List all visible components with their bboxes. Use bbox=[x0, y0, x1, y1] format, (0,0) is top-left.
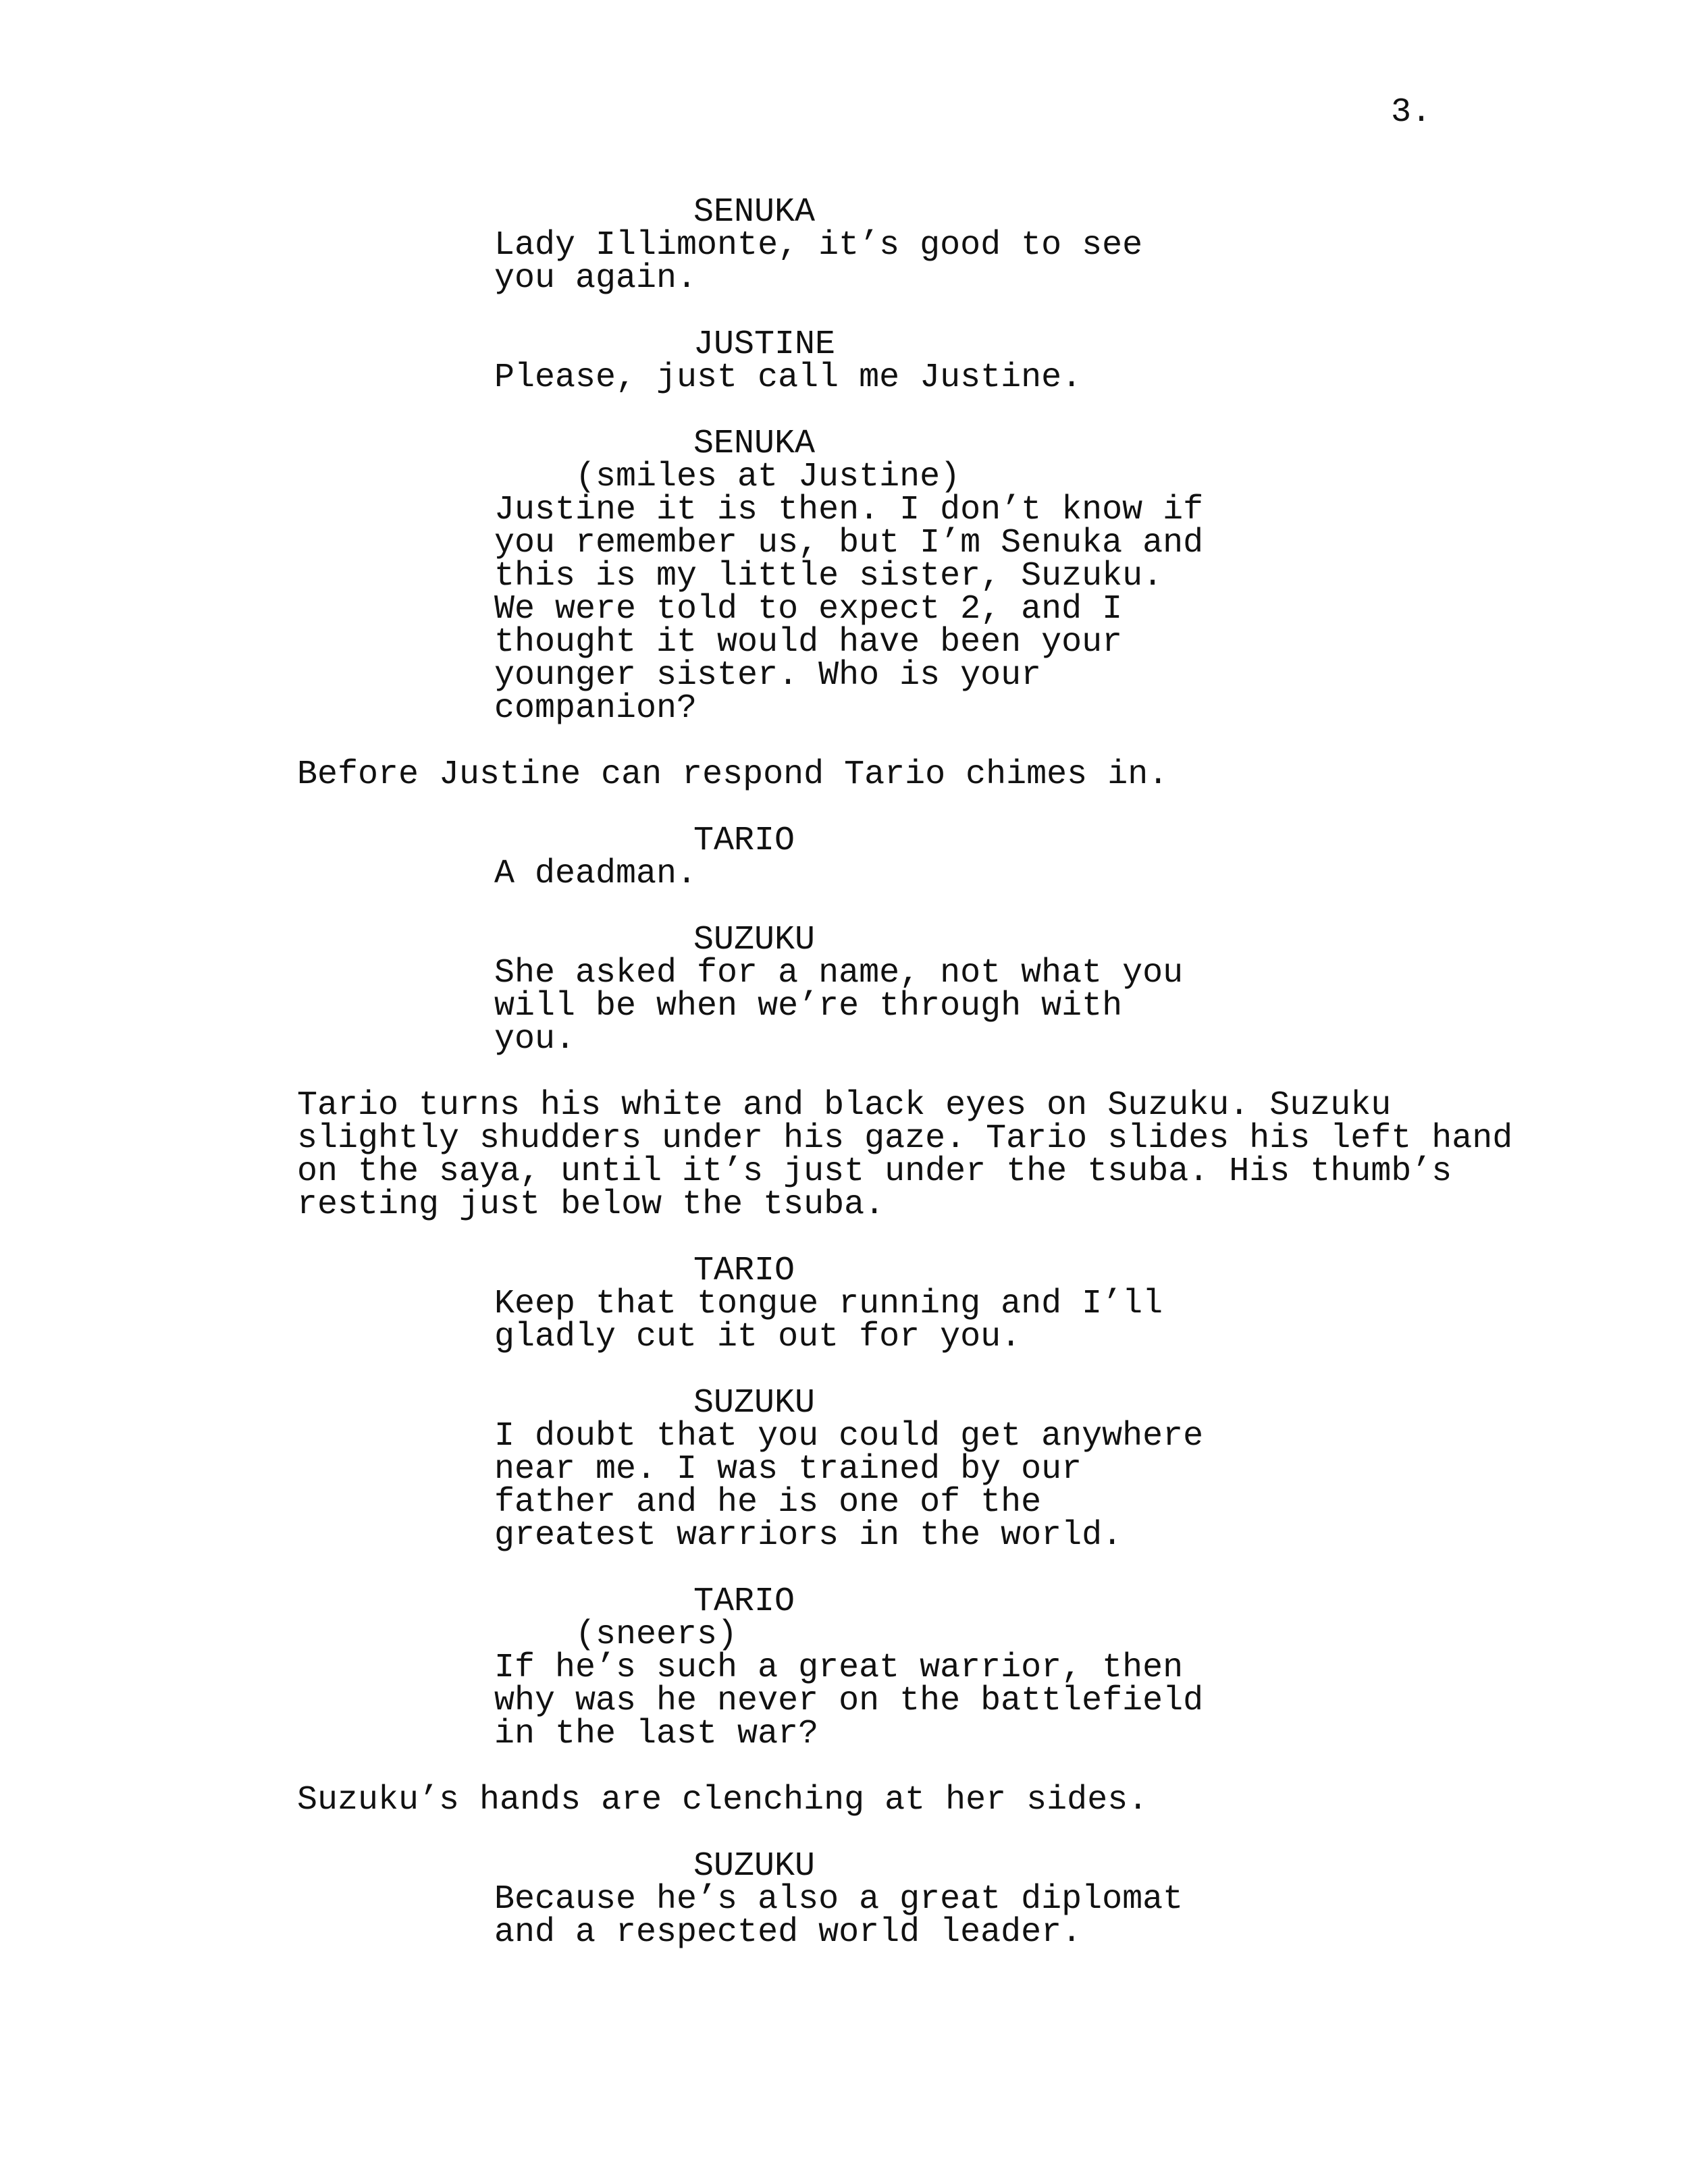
dialogue-line: you remember us, but I’m Senuka and bbox=[494, 524, 1204, 562]
action-line: Suzuku’s hands are clenching at her sides. bbox=[297, 1781, 1149, 1819]
character-cue: SUZUKU bbox=[693, 1847, 816, 1886]
character-cue: TARIO bbox=[693, 1582, 795, 1621]
dialogue-line: will be when we’re through with bbox=[494, 987, 1123, 1026]
dialogue-line: We were told to expect 2, and I bbox=[494, 590, 1123, 629]
dialogue-line: gladly cut it out for you. bbox=[494, 1318, 1022, 1356]
action-line: Tario turns his white and black eyes on Suzuku. Suzuku bbox=[297, 1086, 1392, 1125]
character-cue: TARIO bbox=[693, 822, 795, 860]
character-cue: TARIO bbox=[693, 1252, 795, 1290]
action-line: Before Justine can respond Tario chimes in. bbox=[297, 755, 1169, 794]
dialogue-line: you again. bbox=[494, 259, 697, 298]
parenthetical-line: (smiles at Justine) bbox=[575, 458, 961, 496]
parenthetical-line: (sneers) bbox=[575, 1616, 738, 1654]
dialogue-line: greatest warriors in the world. bbox=[494, 1516, 1123, 1555]
action-line: slightly shudders under his gaze. Tario slides his left hand bbox=[297, 1119, 1513, 1158]
dialogue-line: near me. I was trained by our bbox=[494, 1450, 1082, 1489]
dialogue-line: A deadman. bbox=[494, 855, 697, 893]
dialogue-line: Lady Illimonte, it’s good to see bbox=[494, 226, 1143, 265]
dialogue-line: companion? bbox=[494, 689, 697, 728]
dialogue-line: you. bbox=[494, 1020, 576, 1059]
page-number: 3. bbox=[1391, 93, 1432, 132]
dialogue-line: Because he’s also a great diplomat bbox=[494, 1880, 1184, 1919]
dialogue-line: in the last war? bbox=[494, 1715, 819, 1753]
dialogue-line: this is my little sister, Suzuku. bbox=[494, 557, 1163, 595]
character-cue: SUZUKU bbox=[693, 1384, 816, 1422]
dialogue-line: She asked for a name, not what you bbox=[494, 954, 1184, 992]
character-cue: SUZUKU bbox=[693, 921, 816, 959]
dialogue-line: thought it would have been your bbox=[494, 623, 1123, 662]
dialogue-line: why was he never on the battlefield bbox=[494, 1682, 1204, 1720]
dialogue-line: father and he is one of the bbox=[494, 1483, 1042, 1522]
dialogue-line: Justine it is then. I don’t know if bbox=[494, 491, 1204, 529]
dialogue-line: and a respected world leader. bbox=[494, 1913, 1082, 1952]
dialogue-line: I doubt that you could get anywhere bbox=[494, 1417, 1204, 1456]
action-line: resting just below the tsuba. bbox=[297, 1186, 885, 1224]
character-cue: SENUKA bbox=[693, 193, 816, 232]
action-line: on the saya, until it’s just under the tsuba. His thumb’s bbox=[297, 1152, 1452, 1191]
dialogue-line: If he’s such a great warrior, then bbox=[494, 1649, 1184, 1687]
character-cue: JUSTINE bbox=[693, 325, 836, 364]
character-cue: SENUKA bbox=[693, 425, 816, 463]
dialogue-line: younger sister. Who is your bbox=[494, 656, 1042, 695]
dialogue-line: Please, just call me Justine. bbox=[494, 358, 1082, 397]
dialogue-line: Keep that tongue running and I’ll bbox=[494, 1285, 1163, 1323]
